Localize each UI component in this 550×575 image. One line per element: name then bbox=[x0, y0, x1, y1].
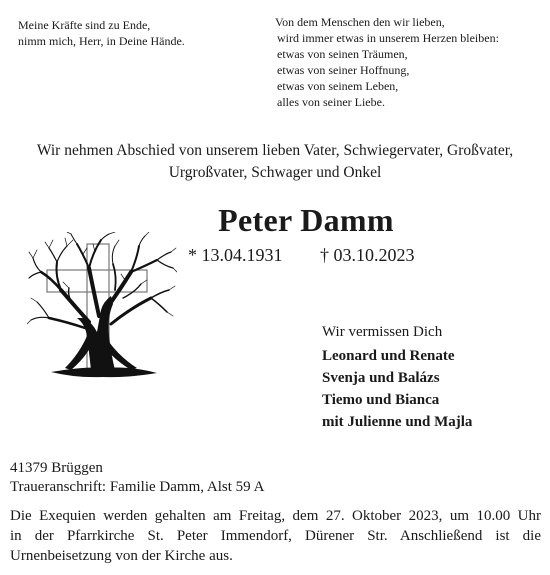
intro-line: Wir nehmen Abschied von unserem lieben Vater, Schwiegervater, Großvater, bbox=[36, 142, 514, 159]
address-block bbox=[10, 459, 264, 497]
mourner-family: Svenja und Balázs bbox=[322, 370, 440, 386]
service-details bbox=[10, 506, 541, 566]
motto-left bbox=[18, 17, 185, 49]
motto-right-line: alles von seiner Liebe. bbox=[277, 95, 385, 109]
motto-left-line: Meine Kräfte sind zu Ende, bbox=[18, 18, 151, 32]
motto-right-line: wird immer etwas in unserem Herzen bleiben: bbox=[277, 31, 499, 45]
mourner-family: mit Julienne und Majla bbox=[322, 414, 473, 430]
mourners-heading: Wir vermissen Dich bbox=[322, 324, 443, 340]
service-line: Urnenbeisetzung von der Kirche aus. bbox=[10, 548, 233, 564]
mourner-family: Leonard und Renate bbox=[322, 348, 455, 364]
mourner-family: Tiemo und Bianca bbox=[322, 392, 440, 408]
birth-date: * 13.04.1931 bbox=[188, 245, 283, 265]
motto-right-line: etwas von seiner Hoffnung, bbox=[277, 63, 410, 77]
motto-right-line: etwas von seinem Leben, bbox=[277, 79, 399, 93]
mourners-block bbox=[322, 321, 472, 433]
tree-with-cross-icon bbox=[27, 232, 177, 384]
intro-line: Urgroßvater, Schwager und Onkel bbox=[168, 164, 382, 181]
deceased-name: Peter Damm bbox=[218, 202, 394, 238]
service-line: Die Exequien werden gehalten am Freitag, dem 27. Oktober 2023, um 10.00 Uhr bbox=[10, 508, 541, 524]
address-mourning: Traueranschrift: Familie Damm, Alst 59 A bbox=[10, 479, 265, 495]
motto-right-line: Von dem Menschen den wir lieben, bbox=[275, 15, 445, 29]
address-city: 41379 Brüggen bbox=[10, 460, 103, 476]
death-date: † 03.10.2023 bbox=[320, 245, 415, 265]
intro-text bbox=[0, 140, 550, 184]
motto-right-line: etwas von seinen Träumen, bbox=[277, 47, 408, 61]
service-line: in der Pfarrkirche St. Peter Immendorf, Dürener Str. Anschließend ist die bbox=[10, 528, 541, 544]
motto-right bbox=[275, 14, 499, 110]
motto-left-line: nimm mich, Herr, in Deine Hände. bbox=[18, 34, 185, 48]
